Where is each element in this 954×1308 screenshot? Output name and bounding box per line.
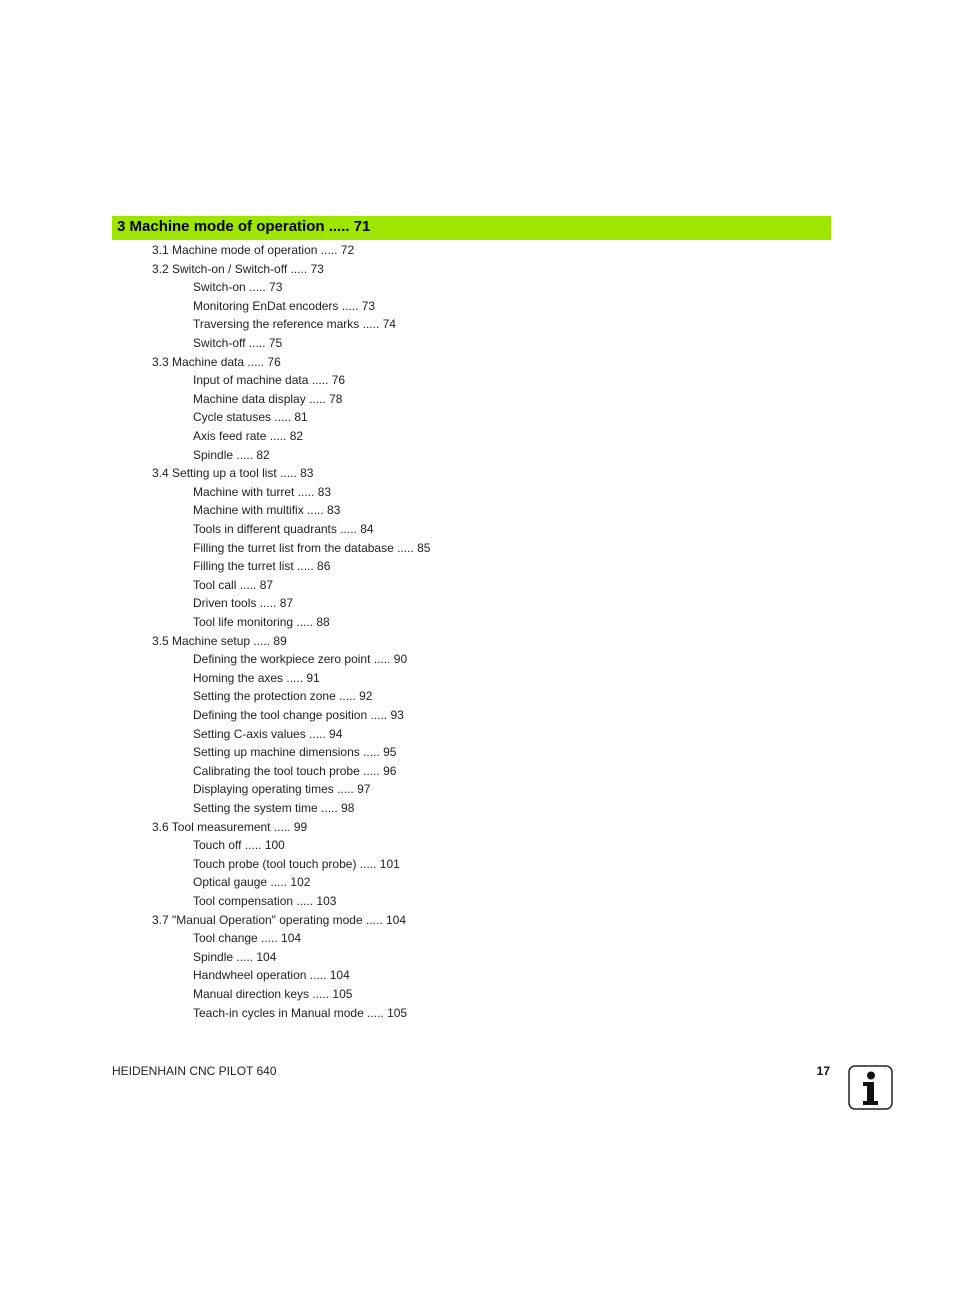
toc-section-entry[interactable]: 3.7 "Manual Operation" operating mode ..... 104 (152, 912, 407, 927)
toc-subsection-entry[interactable]: Tool call ..... 87 (193, 577, 274, 592)
toc-subsection-entry[interactable]: Calibrating the tool touch probe ..... 96 (193, 763, 397, 778)
toc-subsection-entry[interactable]: Teach-in cycles in Manual mode ..... 105 (193, 1005, 408, 1020)
toc-subsection-entry[interactable]: Input of machine data ..... 76 (193, 373, 346, 388)
toc-subsection-entry[interactable]: Tool compensation ..... 103 (193, 894, 337, 908)
chapter-heading-bar (112, 216, 831, 240)
toc-section-entry[interactable]: 3.1 Machine mode of operation ..... 72 (152, 243, 355, 257)
toc-subsection-entry[interactable]: Setting the protection zone ..... 92 (193, 689, 373, 704)
toc-subsection-entry[interactable]: Machine with multifix ..... 83 (193, 503, 341, 518)
toc-subsection-entry[interactable]: Switch-on ..... 73 (193, 280, 283, 295)
chapter-title[interactable]: 3 Machine mode of operation ..... 71 (117, 218, 371, 235)
toc-subsection-entry[interactable]: Spindle ..... 82 (193, 447, 270, 462)
toc-subsection-entry[interactable]: Cycle statuses ..... 81 (193, 410, 308, 425)
toc-section-entry[interactable]: 3.5 Machine setup ..... 89 (152, 633, 287, 648)
toc-section-entry[interactable]: 3.2 Switch-on / Switch-off ..... 73 (152, 261, 324, 276)
toc-subsection-entry[interactable]: Defining the tool change position ..... 93 (193, 708, 404, 722)
toc-subsection-entry[interactable]: Machine data display ..... 78 (193, 391, 343, 406)
toc-subsection-entry[interactable]: Tools in different quadrants ..... 84 (193, 522, 374, 536)
toc-subsection-entry[interactable]: Monitoring EnDat encoders ..... 73 (193, 298, 376, 313)
toc-section-entry[interactable]: 3.3 Machine data ..... 76 (152, 354, 281, 369)
toc-subsection-entry[interactable]: Homing the axes ..... 91 (193, 670, 320, 685)
toc-subsection-entry[interactable]: Tool life monitoring ..... 88 (193, 615, 330, 629)
toc-subsection-entry[interactable]: Tool change ..... 104 (193, 931, 302, 946)
toc-subsection-entry[interactable]: Displaying operating times ..... 97 (193, 782, 371, 797)
toc-subsection-entry[interactable]: Filling the turret list ..... 86 (193, 559, 331, 574)
toc-subsection-entry[interactable]: Machine with turret ..... 83 (193, 484, 332, 499)
toc-subsection-entry[interactable]: Spindle ..... 104 (193, 949, 277, 964)
toc-subsection-entry[interactable]: Traversing the reference marks ..... 74 (193, 317, 396, 332)
toc-subsection-entry[interactable]: Axis feed rate ..... 82 (193, 429, 304, 443)
toc-subsection-entry[interactable]: Setting C-axis values ..... 94 (193, 726, 343, 741)
toc-subsection-entry[interactable]: Filling the turret list from the database ..... 85 (193, 540, 431, 555)
toc-subsection-entry[interactable]: Setting up machine dimensions ..... 95 (193, 745, 397, 760)
toc-subsection-entry[interactable]: Touch off ..... 100 (193, 838, 285, 853)
toc-subsection-entry[interactable]: Touch probe (tool touch probe) ..... 101 (193, 856, 400, 871)
toc-subsection-entry[interactable]: Setting the system time ..... 98 (193, 801, 355, 815)
page-number: 17 (816, 1064, 830, 1078)
toc-subsection-entry[interactable]: Manual direction keys ..... 105 (193, 987, 353, 1001)
toc-subsection-entry[interactable]: Driven tools ..... 87 (193, 596, 294, 611)
toc-subsection-entry[interactable]: Handwheel operation ..... 104 (193, 968, 350, 983)
footer-publisher: HEIDENHAIN CNC PILOT 640 (112, 1064, 277, 1078)
toc-subsection-entry[interactable]: Optical gauge ..... 102 (193, 875, 311, 890)
toc-subsection-entry[interactable]: Switch-off ..... 75 (193, 336, 283, 350)
toc-section-entry[interactable]: 3.4 Setting up a tool list ..... 83 (152, 466, 314, 481)
info-icon (848, 1065, 893, 1110)
toc-subsection-entry[interactable]: Defining the workpiece zero point ..... 90 (193, 652, 408, 667)
toc-section-entry[interactable]: 3.6 Tool measurement ..... 99 (152, 819, 308, 834)
